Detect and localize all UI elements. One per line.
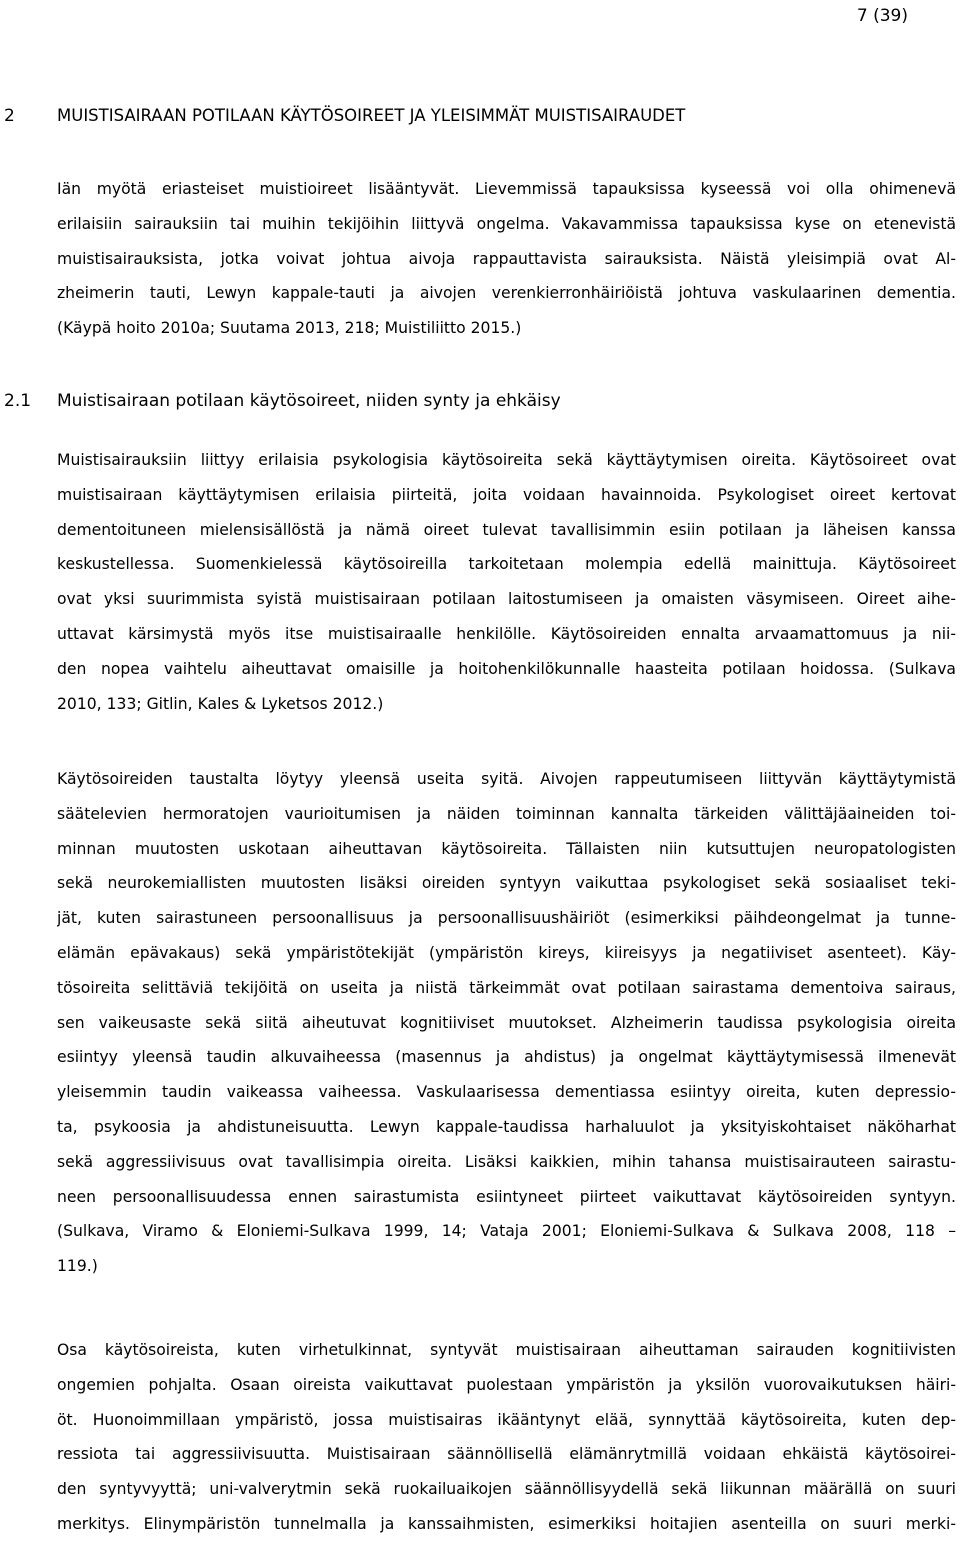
text-line: 2010, 133; Gitlin, Kales & Lyketsos 2012.) xyxy=(57,694,384,713)
text-line: sen vaikeusaste sekä siitä aiheutuvat kognitiiviset muutokset. Alzheimerin taudissa psykologisia oireita xyxy=(57,1013,956,1032)
text-line: merkitys. Elinympäristön tunnelmalla ja kanssaihmisten, esimerkiksi hoitajien asenteilla on suuri merki- xyxy=(57,1514,956,1533)
text-line: jät, kuten sairastuneen persoonallisuus ja persoonallisuushäiriöt (esimerkiksi päihdeongelmat ja tunne- xyxy=(57,909,956,928)
text-line: öt. Huonoimmillaan ympäristö, jossa muistisairas ikääntynyt elää, synnyttää käytösoireita, kuten dep- xyxy=(57,1410,956,1429)
text-line: sekä neurokemiallisten muutosten lisäksi oireiden syntyyn vaikuttaa psykologiset sekä sosiaaliset teki- xyxy=(57,874,956,893)
text-line: Käytösoireiden taustalta löytyy yleensä useita syitä. Aivojen rappeutumiseen liittyvän käyttäytymistä xyxy=(57,770,956,788)
text-line: yleisemmin taudin vaikeassa vaiheessa. Vaskulaarisessa dementiassa esiintyy oireita, kuten depressio- xyxy=(57,1083,956,1102)
section-title: Muistisairaan potilaan käytösoireet, niiden synty ja ehkäisy xyxy=(57,391,561,411)
text-line: (Sulkava, Viramo & Eloniemi-Sulkava 1999, 14; Vataja 2001; Eloniemi-Sulkava & Sulkava 2008, 118 – xyxy=(57,1222,956,1241)
page-number: 7 (39) xyxy=(856,6,908,26)
text-line: esiintyy yleensä taudin alkuvaiheessa (masennus ja ahdistus) ja ongelmat käyttäytymisessä ilmenevät xyxy=(57,1048,956,1067)
text-line: muistisairauksista, jotka voivat johtua aivoja rappauttavista sairauksista. Näistä yleisimpiä ovat Al- xyxy=(57,249,956,268)
text-line: ovat yksi suurimmista syistä muistisairaan potilaan laitostumiseen ja omaisten väsymiseen. Oireet aihe- xyxy=(57,590,956,609)
text-line: keskustellessa. Suomenkielessä käytösoireilla tarkoitetaan molempia edellä mainittuja. Käytösoireet xyxy=(57,555,956,574)
text-line: sekä aggressiivisuus ovat tavallisimpia oireita. Lisäksi kaikkien, mihin tahansa muistisairauteen sairastu- xyxy=(57,1152,956,1171)
text-line: Iän myötä eriasteiset muistioireet lisääntyvät. Lievemmissä tapauksissa kyseessä voi olla ohimenevä xyxy=(57,180,956,198)
text-line: säätelevien hermoratojen vaurioitumisen ja näiden toiminnan kannalta tärkeiden välittäjäaineiden toi- xyxy=(57,804,956,823)
text-line: ta, psykoosia ja ahdistuneisuutta. Lewyn kappale-taudissa harhaluulot ja yksityiskohtaiset näköharhat xyxy=(57,1117,956,1136)
behavioral-symptoms-paragraph xyxy=(57,443,956,721)
text-line: zheimerin tauti, Lewyn kappale-tauti ja aivojen verenkierronhäiriöistä johtuva vaskulaarinen dementia. xyxy=(57,284,956,303)
text-line: ongemien pohjalta. Osaan oireista vaikuttavat puolestaan ympäristön ja yksilön vuorovaikutuksen häiri- xyxy=(57,1375,956,1394)
text-line: tösoireita selittäviä tekijöitä on useita ja niistä tärkeimmät ovat potilaan sairastama dementoiva sairaus, xyxy=(57,978,956,997)
causes-paragraph xyxy=(57,762,956,1284)
text-line: elämän epävakaus) sekä ympäristötekijät (ympäristön kireys, kiireisyys ja negatiiviset asenteet). Käy- xyxy=(57,943,956,962)
text-line: uttavat kärsimystä myös itse muistisairaalle henkilölle. Käytösoireiden ennalta arvaamattomuus ja nii- xyxy=(57,624,956,643)
text-line: erilaisiin sairauksiin tai muihin tekijöihin liittyvä ongelma. Vakavammissa tapauksissa kyse on etenevistä xyxy=(57,214,956,233)
text-line: muistisairaan käyttäytymisen erilaisia piirteitä, joita voidaan havainnoida. Psykologiset oireet kertovat xyxy=(57,485,956,504)
text-line: ressiota tai aggressiivisuutta. Muistisairaan säännöllisellä elämänrytmillä voidaan ehkäistä käytösoirei- xyxy=(57,1445,956,1464)
text-line: Muistisairauksiin liittyy erilaisia psykologisia käytösoireita sekä käyttäytymisen oireita. Käytösoireet ovat xyxy=(57,451,956,469)
text-line: den nopea vaihtelu aiheuttavat omaisille ja hoitohenkilökunnalle haasteita potilaan hoidossa. (Sulkava xyxy=(57,659,956,678)
environment-paragraph xyxy=(57,1333,956,1542)
text-line: (Käypä hoito 2010a; Suutama 2013, 218; Muistiliitto 2015.) xyxy=(57,319,522,338)
chapter-number: 2 xyxy=(4,106,15,126)
text-line: minnan muutosten uskotaan aiheuttavan käytösoireita. Tällaisten niin kutsuttujen neuropatologisten xyxy=(57,839,956,858)
intro-paragraph xyxy=(57,172,956,346)
text-line: den syntyvyyttä; uni-valverytmin sekä ruokailuaikojen säännöllisyydellä sekä liikunnan määrällä on suuri xyxy=(57,1480,956,1499)
text-line: dementoituneen mielensisällöstä ja nämä oireet tulevat tavallisimmin esiin potilaan ja läheisen kanssa xyxy=(57,520,956,539)
chapter-title: MUISTISAIRAAN POTILAAN KÄYTÖSOIREET JA YLEISIMMÄT MUISTISAIRAUDET xyxy=(57,106,686,125)
text-line: Osa käytösoireista, kuten virhetulkinnat, syntyvät muistisairaan aiheuttaman sairauden kognitiivisten xyxy=(57,1341,956,1359)
text-line: neen persoonallisuudessa ennen sairastumista esiintyneet piirteet vaikuttavat käytösoireiden syntyyn. xyxy=(57,1187,956,1206)
text-line: 119.) xyxy=(57,1257,98,1276)
section-number: 2.1 xyxy=(4,391,32,411)
